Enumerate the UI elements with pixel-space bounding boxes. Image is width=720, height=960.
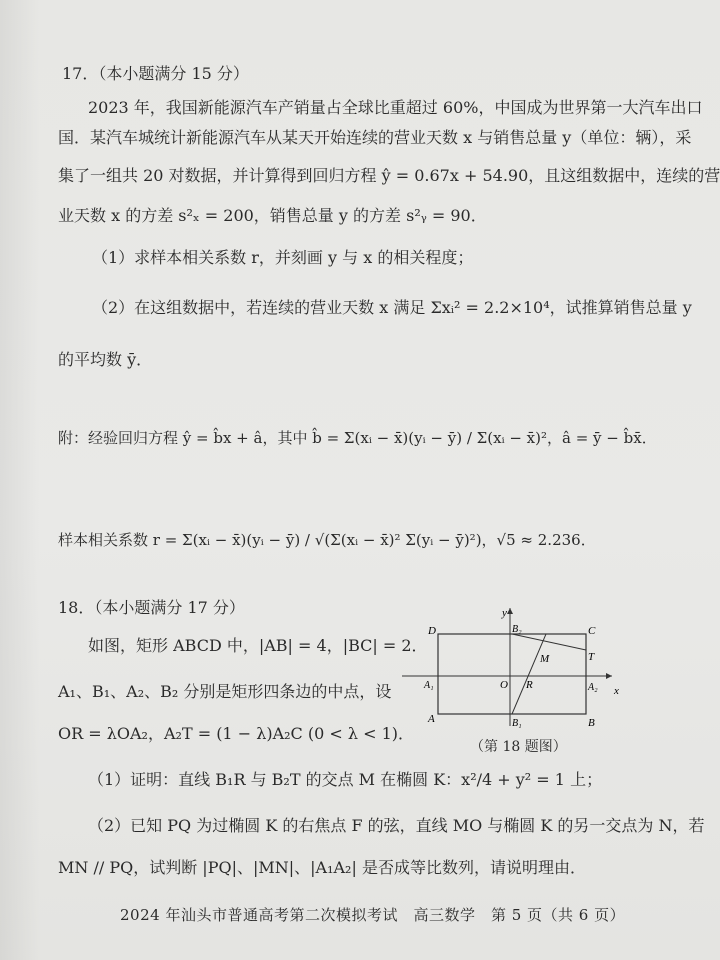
q17-appendix: 附：经验回归方程 ŷ = b̂x + â，其中 b̂ = Σ(xᵢ − x̄)(yᵢ − ȳ) / Σ(xᵢ − x̄)²，â = ȳ − b̂x̄． [58, 429, 657, 447]
label-m: M [540, 653, 550, 665]
label-a2: A₂ [588, 682, 598, 693]
q18-line2: A₁、B₁、A₂、B₂ 分别是矩形四条边的中点，设 [58, 682, 392, 701]
label-o: O [500, 679, 508, 691]
q17-part2-line2: 的平均数 ȳ． [58, 350, 153, 369]
label-t: T [588, 651, 595, 663]
q17-para1-line3: 集了一组共 20 对数据，并计算得到回归方程 ŷ = 0.67x + 54.90，且这组数据中，连续的营 [58, 166, 720, 185]
y-axis-arrow [507, 608, 513, 614]
label-c: C [588, 625, 596, 637]
q17-correlation-formula: 样本相关系数 r = Σ(xᵢ − x̄)(yᵢ − ȳ) / √(Σ(xᵢ − x̄)² Σ(yᵢ − ȳ)²)，√5 ≈ 2.236． [58, 531, 596, 549]
q18-part1: （1）证明：直线 B₁R 与 B₂T 的交点 M 在椭圆 K：x²/4 + y² = 1 上； [88, 770, 603, 789]
q18-part2-line2: MN // PQ，试判断 |PQ|、|MN|、|A₁A₂| 是否成等比数列，请说明理由． [58, 858, 586, 877]
label-b1: B₁ [512, 718, 522, 729]
q17-part1: （1）求样本相关系数 r，并刻画 y 与 x 的相关程度； [92, 248, 474, 267]
page-shadow [0, 0, 40, 960]
label-r: R [526, 679, 533, 691]
label-a1: A₁ [424, 680, 434, 691]
q18-header: 18．（本小题满分 17 分） [58, 598, 245, 617]
line-b2t [512, 634, 586, 650]
line-b1r [512, 634, 546, 714]
q17-para1-line2: 国．某汽车城统计新能源汽车从某天开始连续的营业天数 x 与销售总量 y（单位：辆），采 [58, 128, 692, 147]
label-b2: B₂ [512, 624, 522, 635]
label-d: D [428, 625, 436, 637]
q17-part2-line1: （2）在这组数据中，若连续的营业天数 x 满足 Σxᵢ² = 2.2×10⁴，试推算销售总量 y [92, 298, 692, 317]
label-a: A [428, 713, 435, 725]
q18-figure [398, 604, 622, 734]
q17-header: 17．（本小题满分 15 分） [62, 64, 249, 83]
x-axis-arrow [606, 673, 612, 679]
q18-part2-line1: （2）已知 PQ 为过椭圆 K 的右焦点 F 的弦，直线 MO 与椭圆 K 的另一交点为 N，若 [88, 816, 705, 835]
q18-line3: OR = λOA₂，A₂T = (1 − λ)A₂C (0 < λ < 1)． [58, 724, 415, 743]
q17-para1-line1: 2023 年，我国新能源汽车产销量占全球比重超过 60%，中国成为世界第一大汽车出口 [88, 98, 703, 117]
page-footer: 2024 年汕头市普通高考第二次模拟考试 高三数学 第 5 页（共 6 页） [120, 906, 626, 924]
q18-figure-caption: （第 18 题图） [470, 739, 567, 755]
q18-line1: 如图，矩形 ABCD 中，|AB| = 4，|BC| = 2． [88, 636, 428, 655]
rectangle-abcd [438, 634, 586, 714]
label-y: y [502, 607, 507, 619]
label-x: x [614, 685, 619, 697]
label-b: B [588, 717, 595, 729]
q17-para1-line4: 业天数 x 的方差 s²ₓ = 200，销售总量 y 的方差 s²ᵧ = 90． [58, 206, 487, 225]
